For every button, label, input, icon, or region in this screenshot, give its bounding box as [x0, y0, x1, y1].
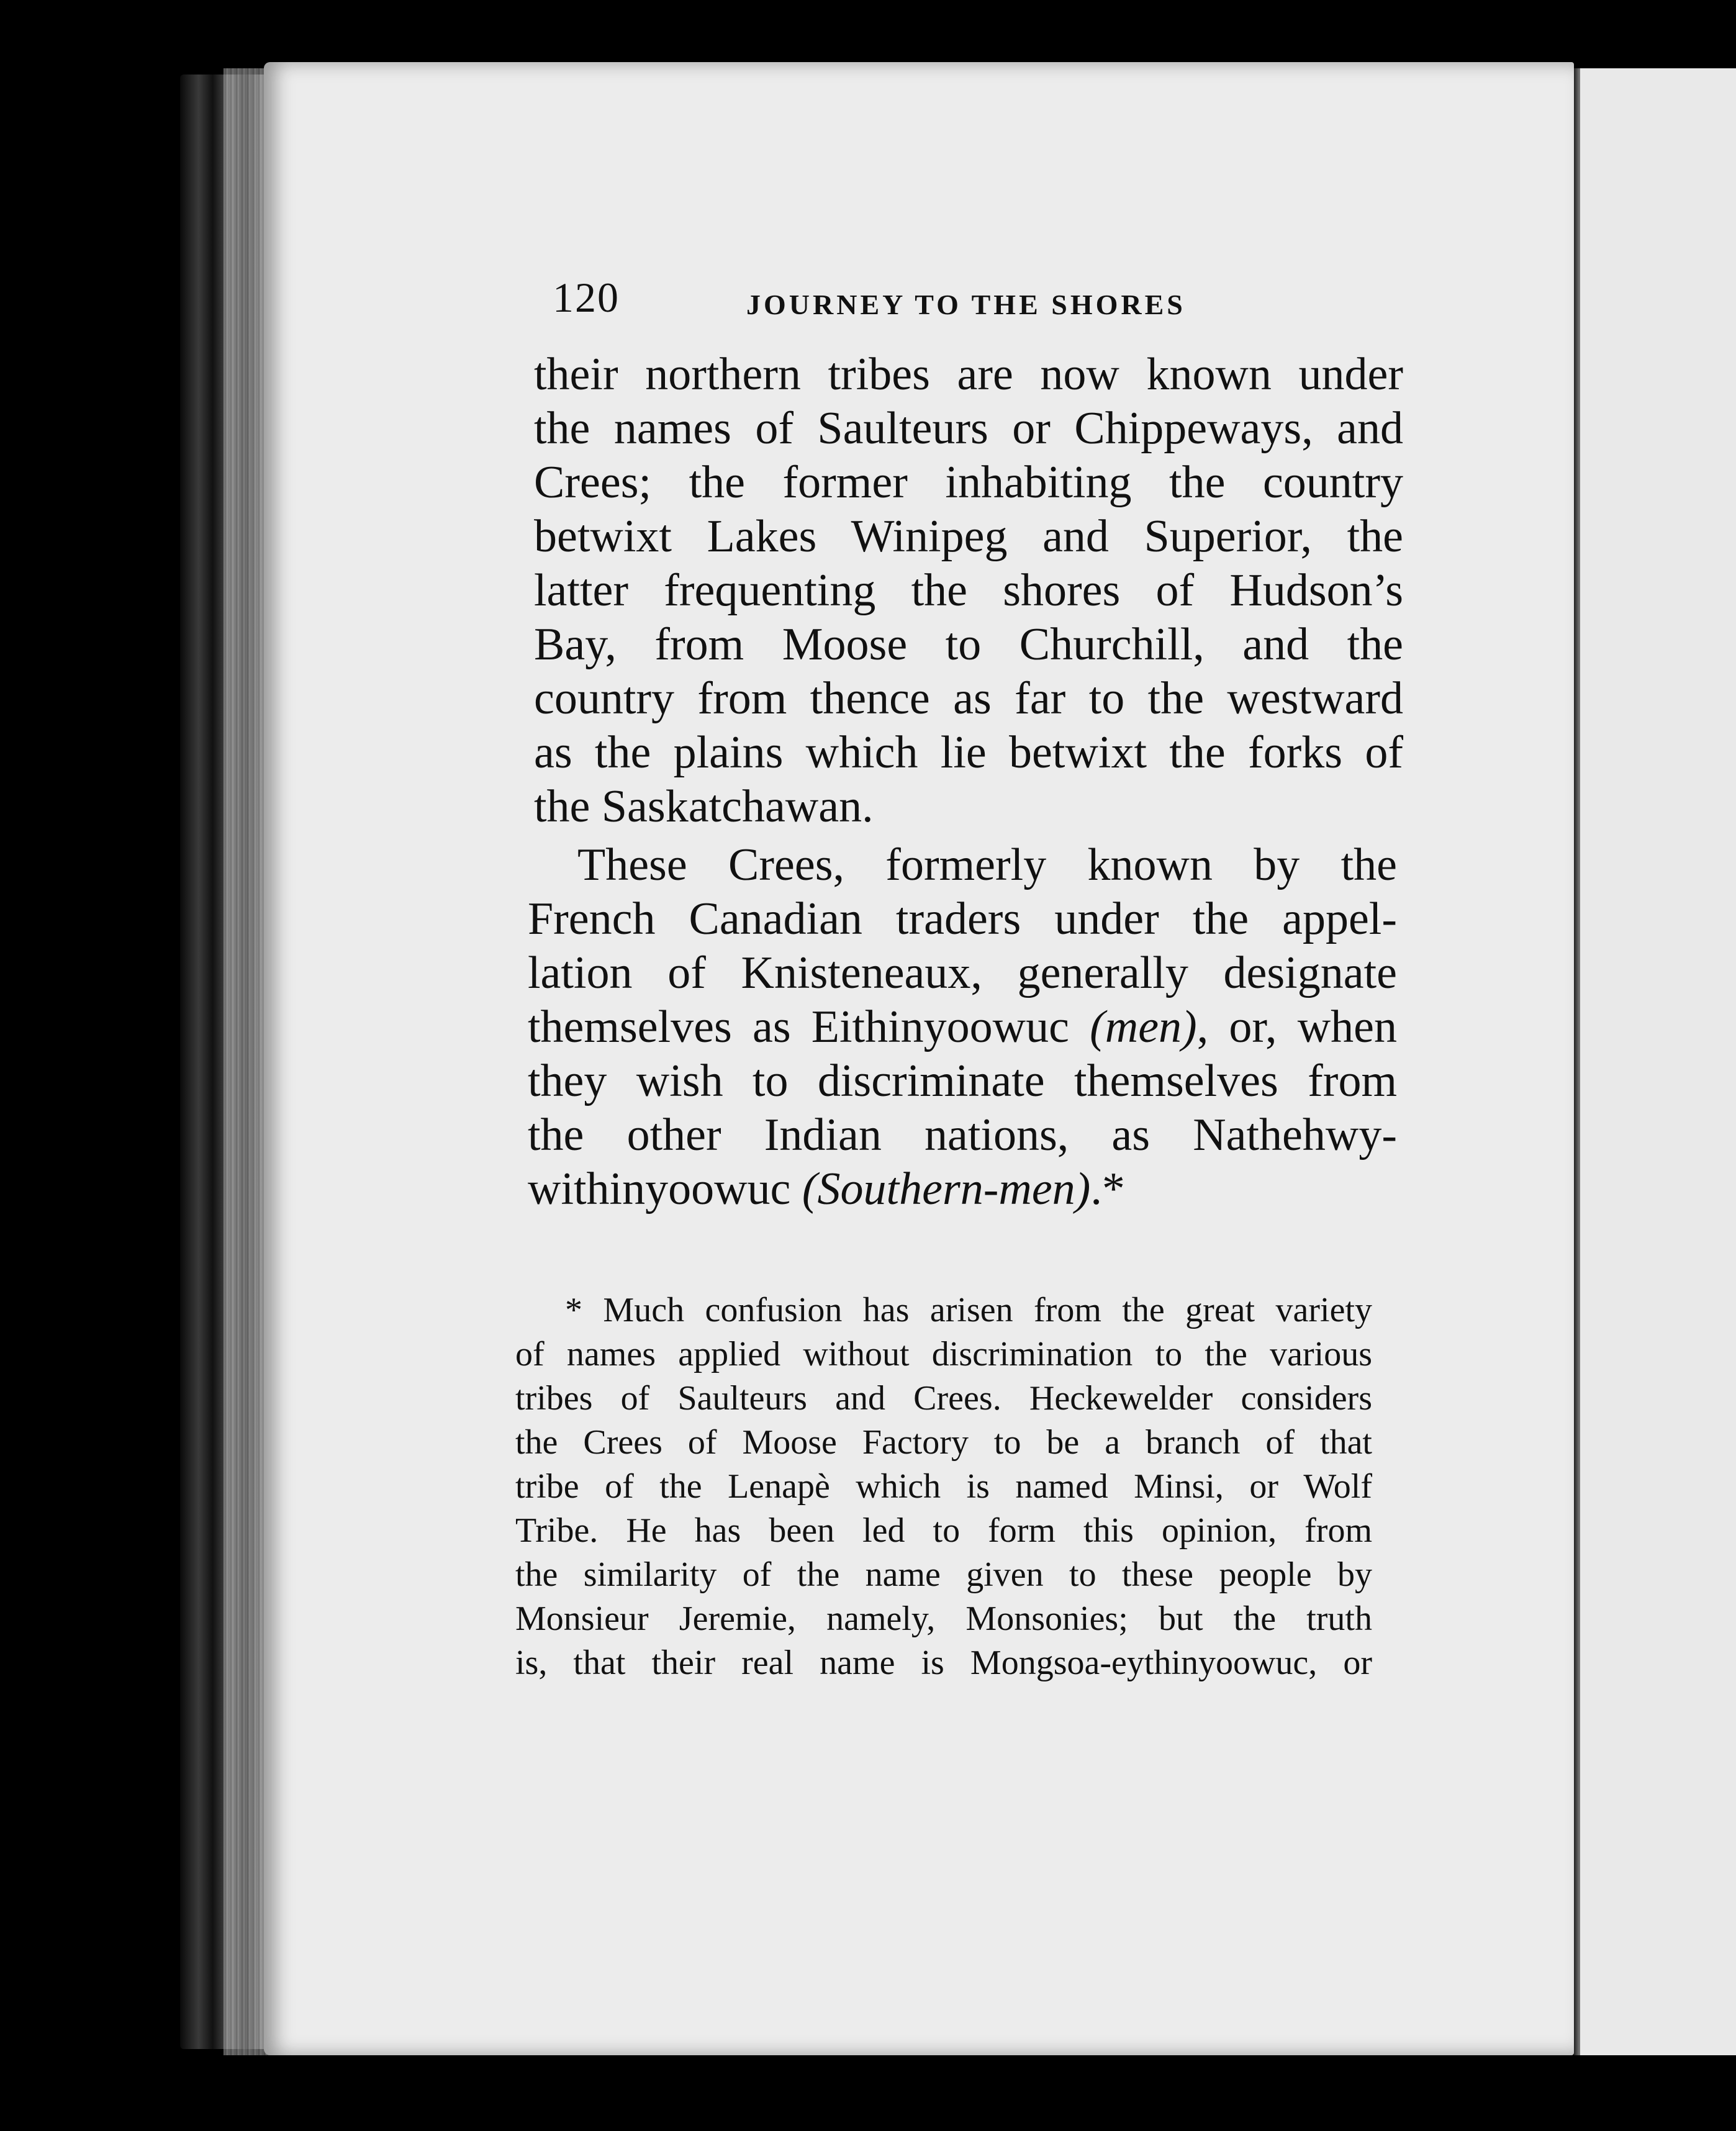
text-segment: , or, when: [1196, 1002, 1397, 1052]
footnote-line: * Much confusion has arisen from the great variety: [565, 1291, 1372, 1329]
text-line: country from thence as far to the westward: [534, 673, 1403, 724]
facing-page: [1580, 68, 1736, 2055]
footnote-marker: .*: [1090, 1164, 1125, 1215]
footnote-line: Monsieur Jeremie, namely, Monsonies; but the truth: [515, 1599, 1372, 1638]
running-head: [553, 273, 1223, 329]
page-number: 120: [553, 274, 620, 321]
footnote-line: tribes of Saulteurs and Crees. Heckewelder considers: [515, 1379, 1372, 1418]
text-segment: withinyoowuc: [528, 1164, 802, 1215]
text-line: French Canadian traders under the appel-: [528, 894, 1397, 944]
text-line: they wish to discriminate themselves from: [528, 1056, 1397, 1106]
text-line: as the plains which lie betwixt the forks of: [534, 727, 1403, 778]
text-line: betwixt Lakes Winipeg and Superior, the: [534, 511, 1403, 562]
text-line: Crees; the former inhabiting the country: [534, 457, 1403, 508]
paragraph-1: [534, 348, 1403, 834]
running-title: JOURNEY TO THE SHORES: [746, 289, 1186, 320]
italic-gloss: (Southern-men): [802, 1164, 1091, 1215]
text-line: the other Indian nations, as Nathehwy-: [528, 1110, 1397, 1161]
text-line: latter frequenting the shores of Hudson’s: [534, 565, 1403, 616]
text-line: [528, 1000, 1397, 1054]
text-line: their northern tribes are now known under: [534, 349, 1403, 400]
text-line: the Saskatchawan.: [534, 781, 874, 832]
footnote-line: Tribe. He has been led to form this opinion, from: [515, 1511, 1372, 1550]
text-line: lation of Knisteneaux, generally designate: [528, 948, 1397, 998]
footnote-line: tribe of the Lenapè which is named Minsi, or Wolf: [515, 1467, 1372, 1506]
text-line: [528, 1162, 1397, 1216]
text-line: These Crees, formerly known by the: [577, 839, 1397, 890]
footnote-line: of names applied without discrimination to the various: [515, 1335, 1372, 1373]
footnote: [515, 1288, 1372, 1685]
text-line: Bay, from Moose to Churchill, and the: [534, 619, 1403, 670]
footnote-line: is, that their real name is Mongsoa-eythinyoowuc, or: [515, 1644, 1372, 1682]
paragraph-2: [528, 838, 1397, 1216]
text-line: the names of Saulteurs or Chippeways, and: [534, 403, 1403, 454]
text-segment: themselves as Eithinyoowuc: [528, 1002, 1090, 1052]
footnote-line: the similarity of the name given to these people by: [515, 1555, 1372, 1594]
italic-gloss: (men): [1090, 1002, 1197, 1052]
footnote-line: the Crees of Moose Factory to be a branch of that: [515, 1423, 1372, 1462]
